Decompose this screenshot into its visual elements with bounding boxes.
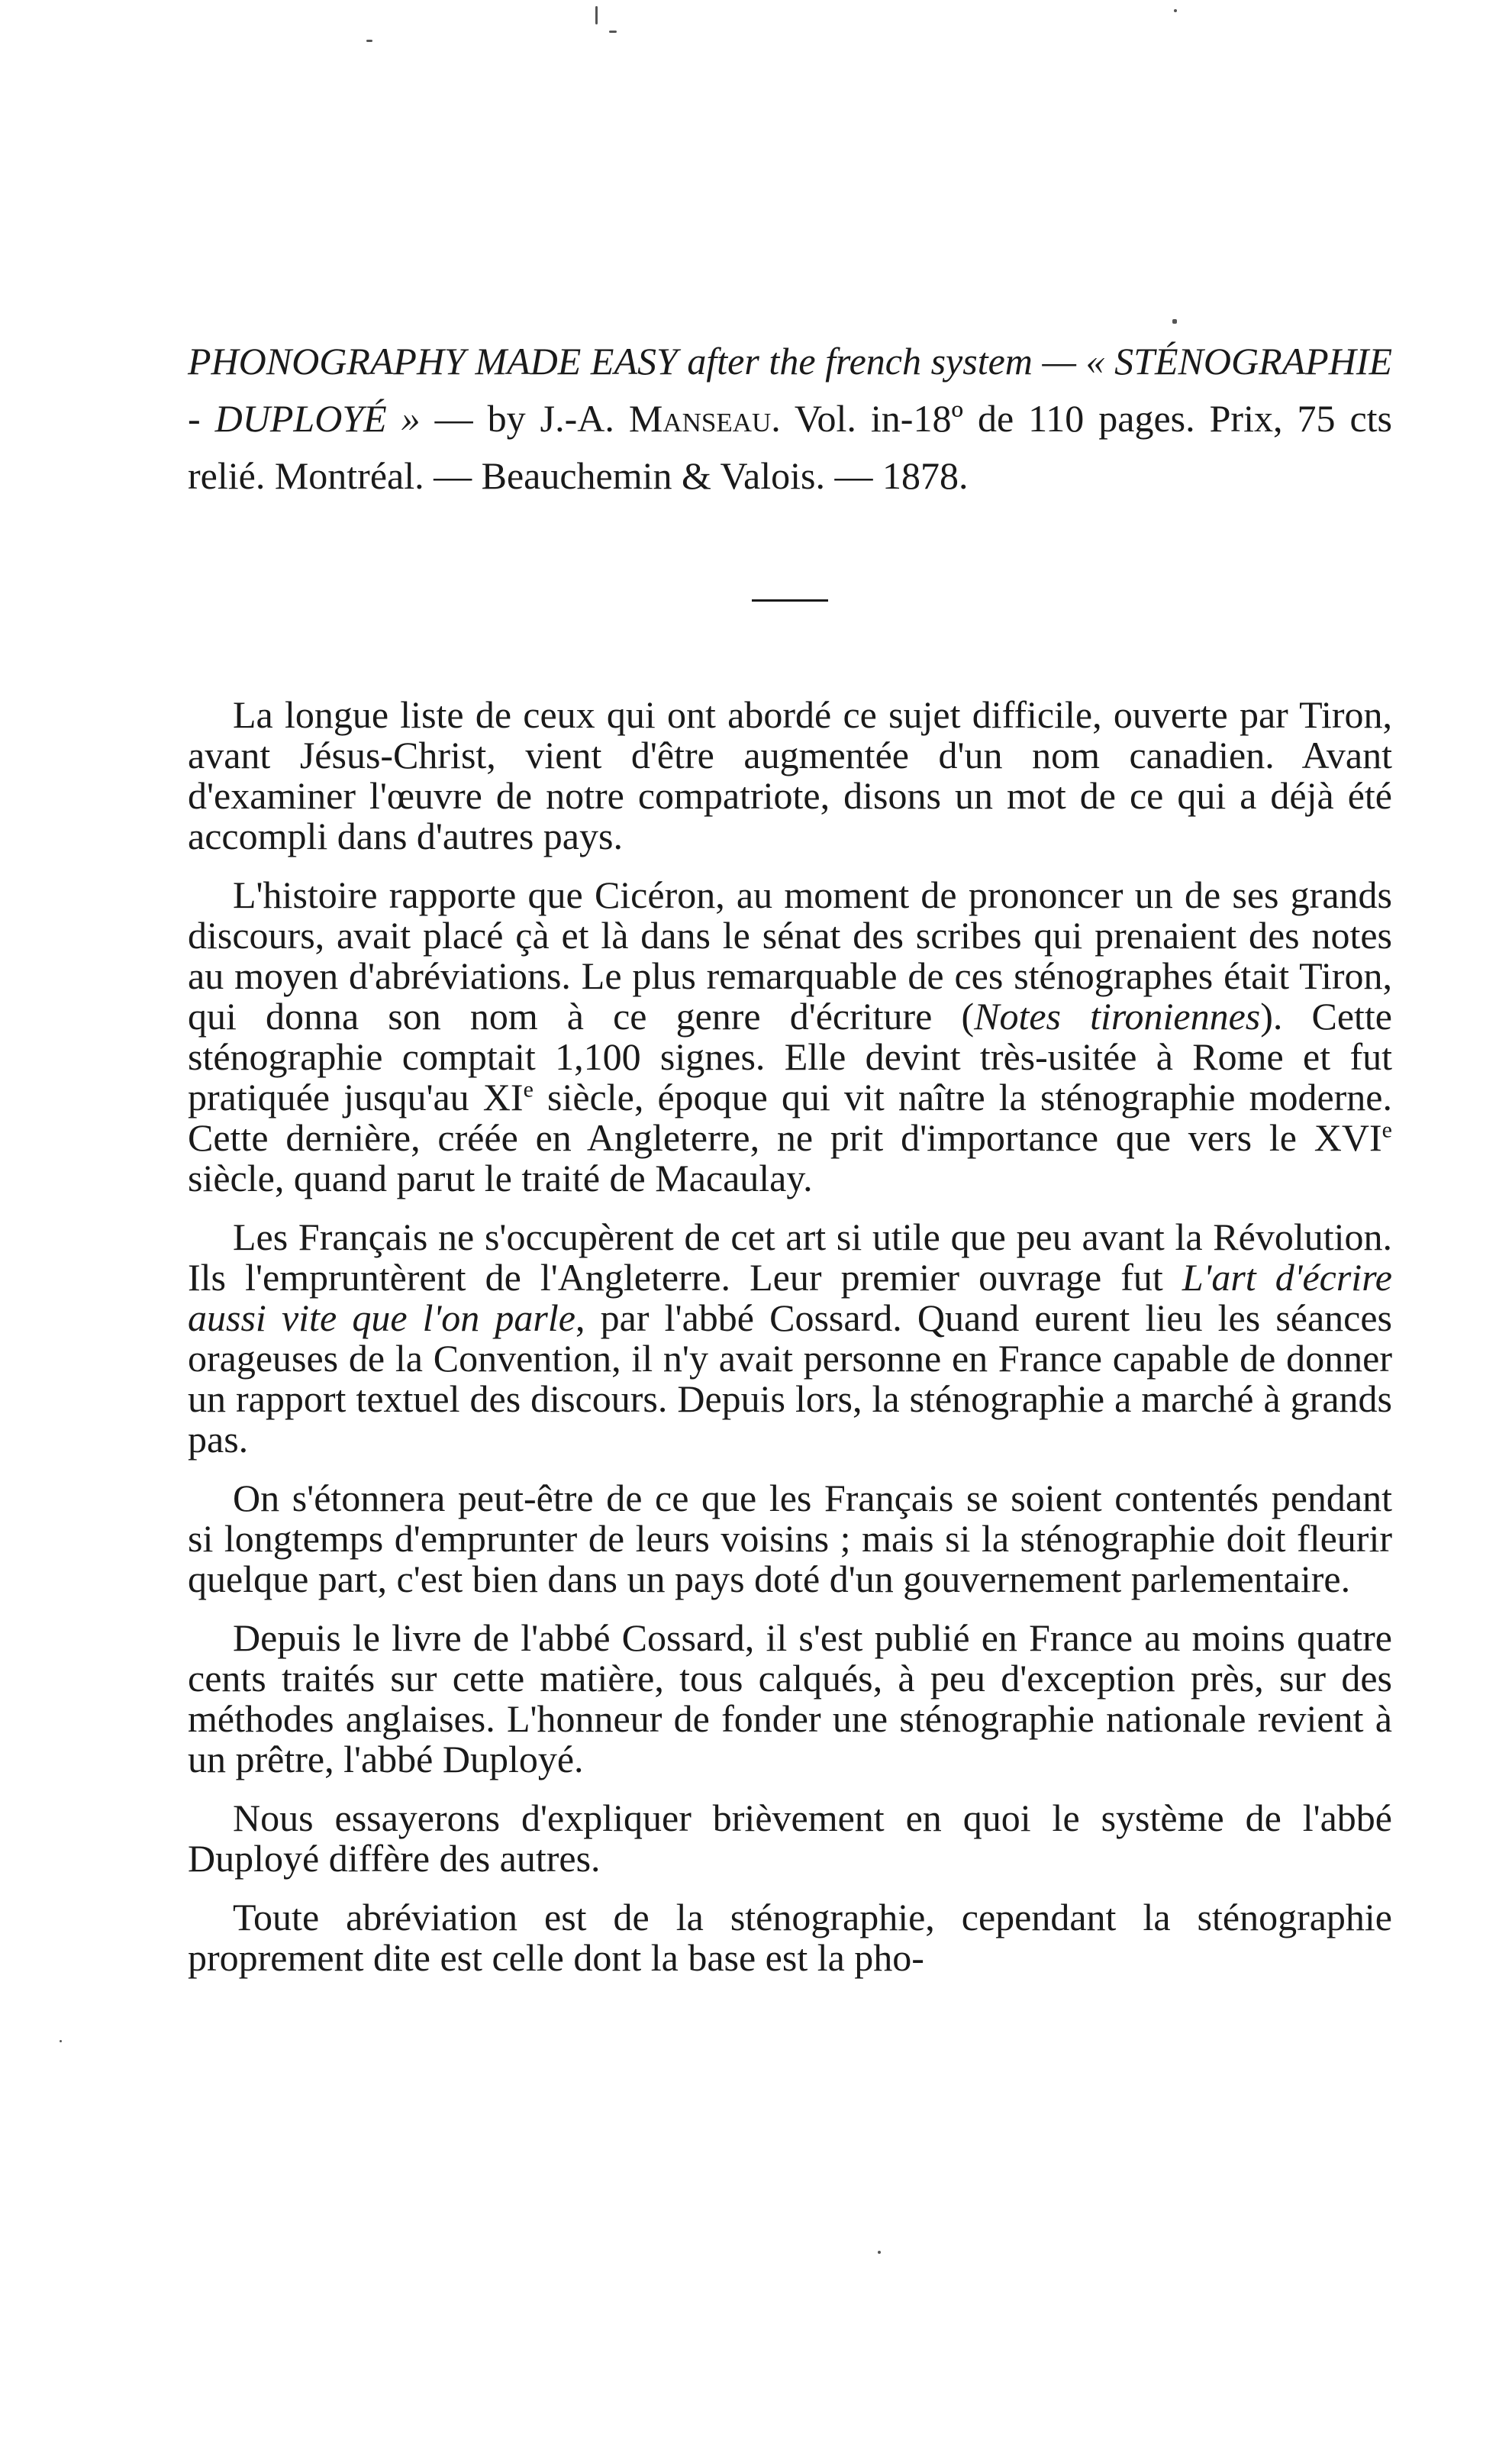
bibliographic-header (188, 333, 1392, 505)
paragraph-3-text-a: Les Français ne s'occupèrent de cet art si utile que peu avant la Révolution. Ils l'empruntèrent de l'Angleterre. Leur premier ouvrage fut (188, 1215, 1392, 1299)
paragraph-2-text-c: siècle, époque qui vit naître la sténographie moderne. Cette dernière, créée en Angleterre, ne prit d'importance que vers le XVI (188, 1076, 1392, 1159)
scan-speck (609, 31, 617, 33)
book-title-cossard: L'art d'écrire aussi vite que l'on parle (188, 1256, 1392, 1339)
paragraph-2-text-d: siècle, quand parut le traité de Macaulay. (188, 1157, 813, 1199)
scan-speck (1172, 319, 1177, 324)
paragraph-4: On s'étonnera peut-être de ce que les Français se soient contentés pendant si longtemps d'emprunter de leurs voisins ; mais si la sténographie doit fleurir quelque part, c'est bien dans un pays doté d'un gouvernement parlementaire. (188, 1477, 1392, 1600)
superscript-e: e (1381, 1117, 1392, 1143)
paragraph-6: Nous essayerons d'expliquer brièvement en quoi le système de l'abbé Duployé diffère des autres. (188, 1796, 1392, 1880)
author-by: — by J.-A. (420, 397, 629, 440)
scan-speck (878, 2251, 881, 2254)
publication-details: . Vol. in-18º de 110 pages. Prix, 75 cts relié. Montréal. — Beauchemin & Valois. — 1878. (188, 397, 1392, 497)
book-title: PHONOGRAPHY MADE EASY after the french system — « STÉNOGRAPHIE - DUPLOYÉ » (188, 340, 1392, 440)
superscript-e: e (523, 1077, 534, 1102)
paragraph-7: Toute abréviation est de la sténographie, cependant la sténographie proprement dite est celle dont la base est la pho- (188, 1896, 1392, 1979)
scan-speck (1174, 9, 1177, 12)
paragraph-2 (188, 875, 1392, 1199)
author-name: Manseau (628, 397, 772, 440)
notes-tironiennes: Notes tironiennes (974, 995, 1261, 1038)
paragraph-2-text-a: L'histoire rapporte que Cicéron, au moment de prononcer un de ses grands discours, avait placé çà et là dans le sénat des scribes qui prenaient des notes au moyen d'abréviations. Le plus remarquable de ces sténographes était Tiron, qui donna son nom à ce genre d'écriture ( (188, 873, 1392, 1038)
scan-speck (595, 6, 598, 24)
scan-speck (366, 40, 372, 42)
page-content (188, 333, 1392, 1997)
paragraph-5: Depuis le livre de l'abbé Cossard, il s'est publié en France au moins quatre cents traités sur cette matière, tous calqués, à peu d'exception près, sur des méthodes anglaises. L'honneur de fonder une sténographie nationale revient à un prêtre, l'abbé Duployé. (188, 1616, 1392, 1780)
paragraph-3 (188, 1217, 1392, 1460)
paragraph-3-text-b: , par l'abbé Cossard. Quand eurent lieu les séances orageuses de la Convention, il n'y avait personne en France capable de donner un rapport textuel des discours. Depuis lors, la sténographie a marché à grands pas. (188, 1296, 1393, 1461)
scan-speck (60, 2040, 62, 2042)
paragraph-2-text-b: ). Cette sténographie comptait 1,100 signes. Elle devint très-usitée à Rome et fut pratiquée jusqu'au XI (188, 995, 1392, 1119)
paragraph-1: La longue liste de ceux qui ont abordé ce sujet difficile, ouverte par Tiron, avant Jésus-Christ, vient d'être augmentée d'un nom canadien. Avant d'examiner l'œuvre de notre compatriote, disons un mot de ce qui a déjà été accompli dans d'autres pays. (188, 693, 1392, 857)
separator-rule (752, 599, 828, 602)
